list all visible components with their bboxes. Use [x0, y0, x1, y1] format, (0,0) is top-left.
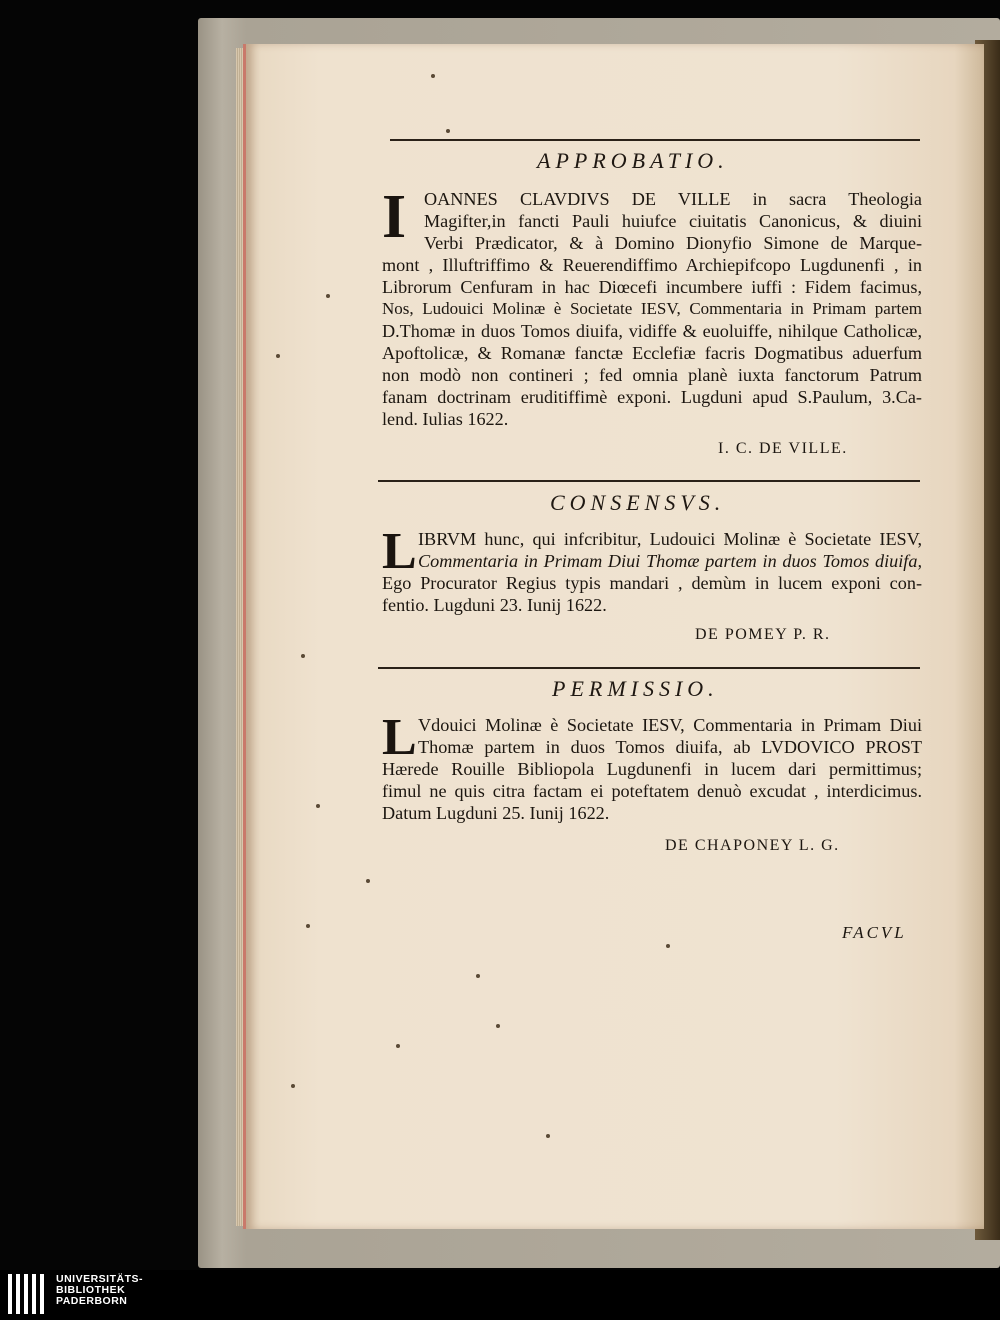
paper-hole: [291, 1084, 295, 1088]
text-line: Commentaria in Primam Diui Thomæ partem in duos Tomos diuifa,: [418, 551, 922, 571]
text-line: Librorum Cenfuram in hac Diœcefi incumbere iuffi : Fidem facimus,: [382, 277, 922, 297]
paper-hole: [326, 294, 330, 298]
paper-hole: [666, 944, 670, 948]
text-line: IBRVM hunc, qui infcribitur, Ludouici Molinæ è Societate IESV,: [418, 529, 922, 549]
paper-hole: [276, 354, 280, 358]
text-line: lend. Iulias 1622.: [382, 409, 509, 429]
text-line: Nos, Ludouici Molinæ è Societate IESV, Commentaria in Primam partem: [382, 299, 922, 318]
permissio-heading: PERMISSIO.: [552, 676, 719, 701]
library-footer: [0, 1270, 1000, 1320]
paper-hole: [366, 879, 370, 883]
paper-hole: [496, 1024, 500, 1028]
text-line: Hærede Rouille Bibliopola Lugdunenfi in lucem dari permittimus;: [382, 759, 922, 779]
approbatio-heading: APPROBATIO.: [537, 148, 729, 173]
text-line: D.Thomæ in duos Tomos diuifa, vidiffe & euoluiffe, nihilque Catholicæ,: [382, 321, 922, 341]
text-line: fimul ne quis citra factam ei poteftatem denuò excudat , interdicimus.: [382, 781, 922, 801]
paper-hole: [306, 924, 310, 928]
text-line: non modò non contineri ; fed omnia planè iuxta fanctorum Patrum: [382, 365, 922, 385]
text-line: Datum Lugduni 25. Iunij 1622.: [382, 803, 610, 823]
permissio-text: [382, 709, 922, 824]
paper-hole: [546, 1134, 550, 1138]
consensus-text: [382, 523, 922, 616]
header-rule: [378, 480, 920, 482]
text-line: Ego Procurator Regius typis mandari , demùm in lucem exponi con-: [382, 573, 922, 593]
permissio-signature: DE CHAPONEY L. G.: [665, 837, 840, 854]
header-rule: [378, 667, 920, 669]
text-line: fentio. Lugduni 23. Iunij 1622.: [382, 595, 607, 615]
paper-hole: [446, 129, 450, 133]
text-line: fanam doctrinam eruditiffimè exponi. Lugduni apud S.Paulum, 3.Ca-: [382, 387, 922, 407]
consensus-signature: DE POMEY P. R.: [695, 626, 831, 643]
footer-line-1: UNIVERSITÄTS-: [56, 1273, 144, 1285]
text-line: Verbi Prædicator, & à Domino Dionyfio Simone de Marque-: [424, 233, 922, 253]
paper-hole: [396, 1044, 400, 1048]
catchword: FACVL: [842, 923, 907, 942]
paper-hole: [431, 74, 435, 78]
text-line: mont , Illuftriffimo & Reuerendiffimo Archiepifcopo Lugdunenfi , in: [382, 255, 922, 275]
text-line: Vdouici Molinæ è Societate IESV, Commentaria in Primam Diui: [418, 715, 922, 735]
paper-hole: [301, 654, 305, 658]
text-line: OANNES CLAVDIVS DE VILLE in sacra Theologia: [424, 189, 922, 209]
text-line: Magifter,in fancti Pauli huiufce ciuitatis Canonicus, & diuini: [424, 211, 922, 231]
approbatio-signature: I. C. DE VILLE.: [718, 440, 848, 457]
library-logo-icon: [8, 1274, 48, 1314]
approbatio-text: [382, 183, 922, 430]
footer-line-2: BIBLIOTHEK: [56, 1284, 126, 1296]
permissio-dropcap: L: [382, 709, 417, 766]
footer-line-3: PADERBORN: [56, 1295, 128, 1307]
paper-hole: [316, 804, 320, 808]
text-line: Thomæ partem in duos Tomos diuifa, ab LVDOVICO PROST: [418, 737, 922, 757]
consensus-heading: CONSENSVS.: [550, 490, 726, 515]
consensus-dropcap: L: [382, 523, 417, 580]
paper-hole: [476, 974, 480, 978]
header-rule: [390, 139, 920, 141]
text-line: Apoftolicæ, & Romanæ fanctæ Ecclefiæ facris Dogmatibus aduerfum: [382, 343, 922, 363]
approbatio-dropcap: I: [382, 183, 407, 251]
